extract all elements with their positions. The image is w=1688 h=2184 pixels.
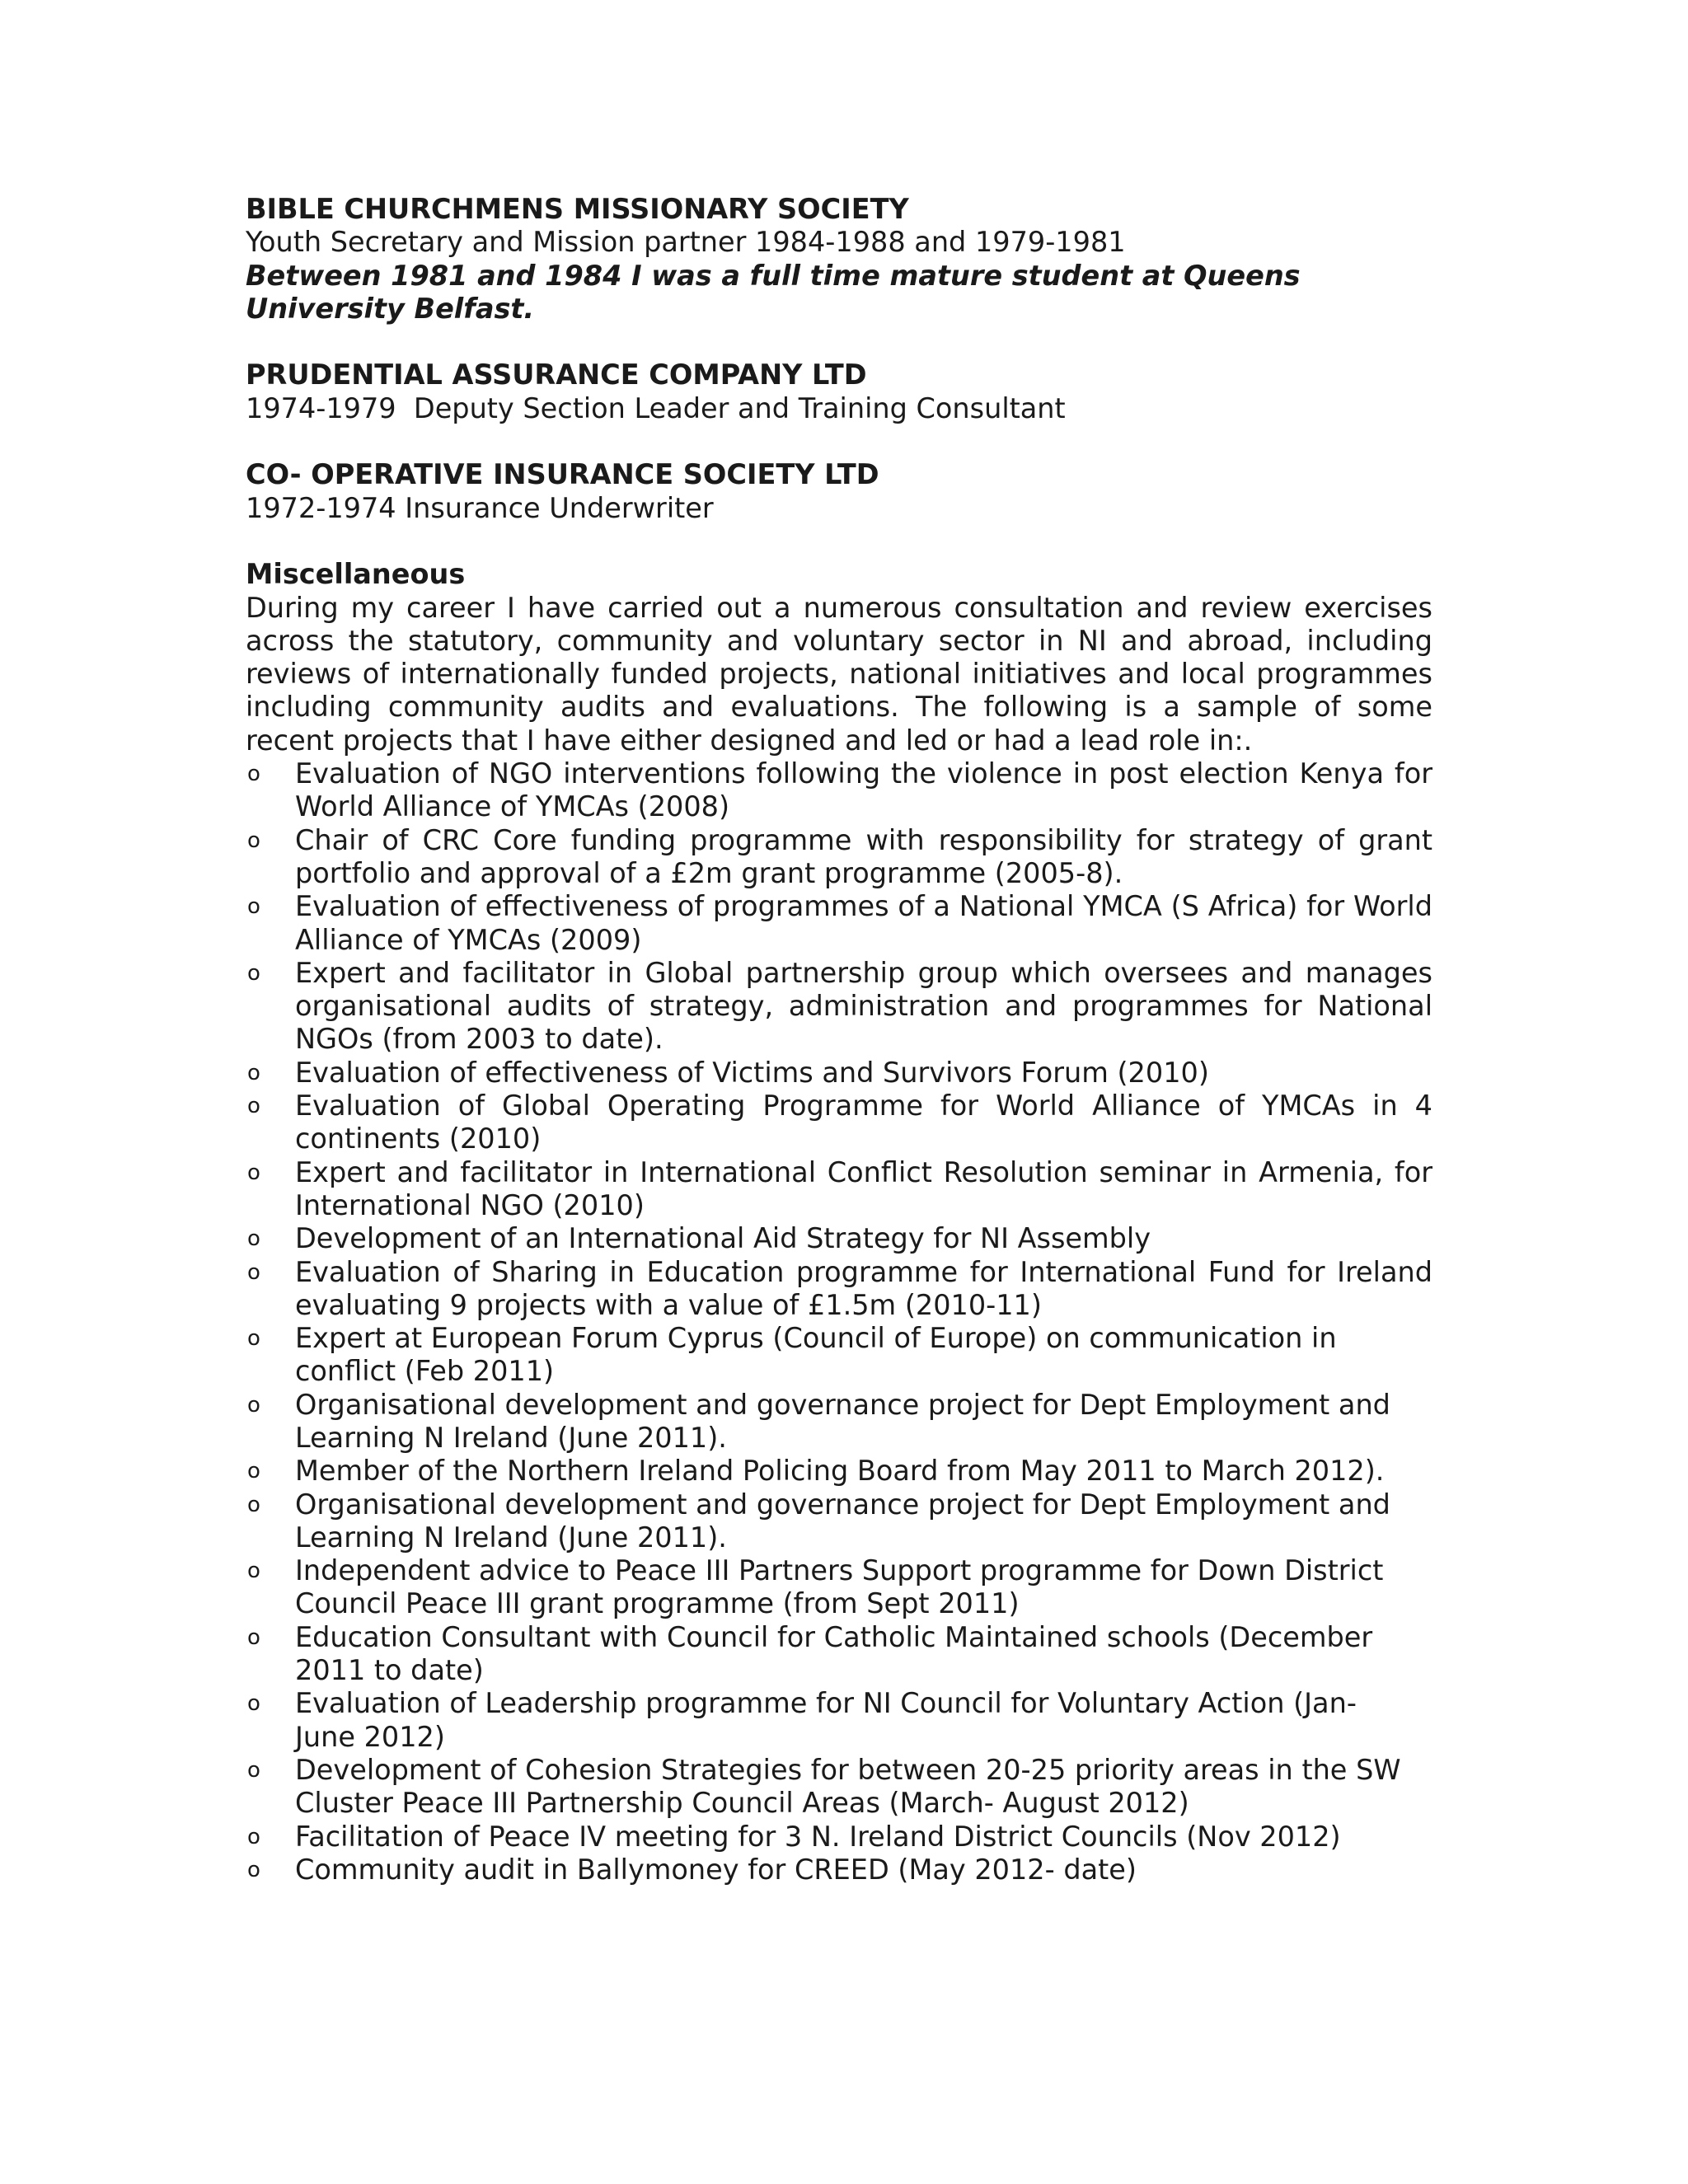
bullet-icon: o bbox=[247, 1060, 260, 1085]
list-item-text: Expert and facilitator in International Conflict Resolution seminar in Armenia, for International NGO (2010) bbox=[295, 1155, 1432, 1221]
section-heading-prudential: PRUDENTIAL ASSURANCE COMPANY LTD bbox=[246, 359, 867, 391]
project-list bbox=[246, 757, 1432, 1886]
list-item bbox=[246, 1554, 1432, 1621]
bullet-icon: o bbox=[247, 894, 260, 920]
bullet-icon: o bbox=[247, 1226, 260, 1252]
section-heading-bcms: BIBLE CHURCHMENS MISSIONARY SOCIETY bbox=[246, 193, 909, 225]
list-item-text: Education Consultant with Council for Catholic Maintained schools (December 2011 to date) bbox=[295, 1620, 1373, 1687]
document-page bbox=[246, 193, 1432, 1886]
list-item-text: Community audit in Ballymoney for CREED (May 2012- date) bbox=[295, 1853, 1137, 1886]
bcms-note-line-1: Between 1981 and 1984 I was a full time mature student at Queens bbox=[246, 259, 1301, 292]
misc-intro-paragraph: During my career I have carried out a numerous consultation and review exercises across the statutory, community and voluntary sector in NI and abroad, including reviews of internationally funded projects, national initiatives and local programmes including community audits and evaluations. The following is a sample of some recent projects that I have either designed and led or had a lead role in:. bbox=[246, 591, 1432, 757]
list-item bbox=[246, 1256, 1432, 1323]
bullet-icon: o bbox=[247, 1558, 260, 1584]
spacer bbox=[246, 425, 1432, 458]
bullet-icon: o bbox=[247, 1857, 260, 1882]
section-heading-misc: Miscellaneous bbox=[246, 558, 466, 591]
list-item bbox=[246, 1322, 1432, 1389]
list-item bbox=[246, 1057, 1432, 1090]
list-item bbox=[246, 757, 1432, 824]
list-item-text: Independent advice to Peace III Partners Support programme for Down District Council Peace III grant programme (from Sept 2011) bbox=[295, 1554, 1384, 1620]
bullet-icon: o bbox=[247, 1824, 260, 1849]
list-item-text: Organisational development and governance project for Dept Employment and Learning N Ireland (June 2011). bbox=[295, 1388, 1390, 1454]
list-item-text: Evaluation of Leadership programme for NI Council for Voluntary Action (Jan-June 2012) bbox=[295, 1687, 1357, 1753]
list-item bbox=[246, 1156, 1432, 1223]
list-item bbox=[246, 1222, 1432, 1255]
list-item bbox=[246, 1389, 1432, 1455]
bullet-icon: o bbox=[247, 1757, 260, 1783]
bullet-icon: o bbox=[247, 1392, 260, 1418]
list-item bbox=[246, 890, 1432, 957]
list-item-text: Evaluation of Global Operating Programme for World Alliance of YMCAs in 4 continents (2010) bbox=[295, 1090, 1432, 1155]
bullet-icon: o bbox=[247, 1326, 260, 1352]
bcms-note-line-2: University Belfast. bbox=[246, 292, 535, 325]
list-item-text: Member of the Northern Ireland Policing Board from May 2011 to March 2012). bbox=[295, 1455, 1385, 1488]
bullet-icon: o bbox=[247, 960, 260, 986]
bcms-role: Youth Secretary and Mission partner 1984-1988 and 1979-1981 bbox=[246, 226, 1126, 259]
bullet-icon: o bbox=[247, 1492, 260, 1517]
list-item-text: Expert at European Forum Cyprus (Council of Europe) on communication in conflict (Feb 2011) bbox=[295, 1322, 1337, 1388]
bullet-icon: o bbox=[247, 1691, 260, 1717]
list-item-text: Organisational development and governance project for Dept Employment and Learning N Ireland (June 2011). bbox=[295, 1488, 1390, 1554]
bullet-icon: o bbox=[247, 1624, 260, 1650]
coop-role: 1972-1974 Insurance Underwriter bbox=[246, 491, 714, 524]
spacer bbox=[246, 326, 1432, 359]
list-item-text: Evaluation of effectiveness of programmes of a National YMCA (S Africa) for World Alliance of YMCAs (2009) bbox=[295, 890, 1432, 956]
list-item bbox=[246, 957, 1432, 1057]
prudential-role: 1974-1979 Deputy Section Leader and Training Consultant bbox=[246, 391, 1066, 424]
list-item-text: Chair of CRC Core funding programme with responsibility for strategy of grant portfolio and approval of a £2m grant programme (2005-8). bbox=[295, 823, 1432, 889]
list-item bbox=[246, 1488, 1432, 1555]
list-item bbox=[246, 1621, 1432, 1688]
list-item bbox=[246, 1090, 1432, 1156]
list-item bbox=[246, 1455, 1432, 1488]
list-item-text: Development of Cohesion Strategies for between 20-25 priority areas in the SW Cluster Peace III Partnership Council Areas (March- August 2012) bbox=[295, 1753, 1401, 1820]
list-item-text: Evaluation of effectiveness of Victims and Survivors Forum (2010) bbox=[295, 1056, 1209, 1089]
section-heading-coop: CO- OPERATIVE INSURANCE SOCIETY LTD bbox=[246, 458, 879, 491]
bullet-icon: o bbox=[247, 1160, 260, 1185]
bullet-icon: o bbox=[247, 1259, 260, 1285]
bullet-icon: o bbox=[247, 827, 260, 853]
spacer bbox=[246, 525, 1432, 558]
list-item-text: Evaluation of Sharing in Education programme for International Fund for Ireland evaluating 9 projects with a value of £1.5m (2010-11) bbox=[295, 1255, 1432, 1321]
list-item bbox=[246, 1754, 1432, 1821]
list-item-text: Facilitation of Peace IV meeting for 3 N. Ireland District Councils (Nov 2012) bbox=[295, 1820, 1341, 1853]
bullet-icon: o bbox=[247, 1094, 260, 1119]
list-item bbox=[246, 1821, 1432, 1854]
list-item-text: Expert and facilitator in Global partnership group which oversees and manages organisational audits of strategy, administration and programmes for National NGOs (from 2003 to date). bbox=[295, 956, 1432, 1056]
bullet-icon: o bbox=[247, 1459, 260, 1484]
list-item-text: Development of an International Aid Strategy for NI Assembly bbox=[295, 1222, 1151, 1255]
list-item bbox=[246, 1854, 1432, 1886]
bullet-icon: o bbox=[247, 762, 260, 787]
list-item-text: Evaluation of NGO interventions following the violence in post election Kenya for World Alliance of YMCAs (2008) bbox=[295, 757, 1432, 823]
list-item bbox=[246, 824, 1432, 891]
list-item bbox=[246, 1687, 1432, 1754]
